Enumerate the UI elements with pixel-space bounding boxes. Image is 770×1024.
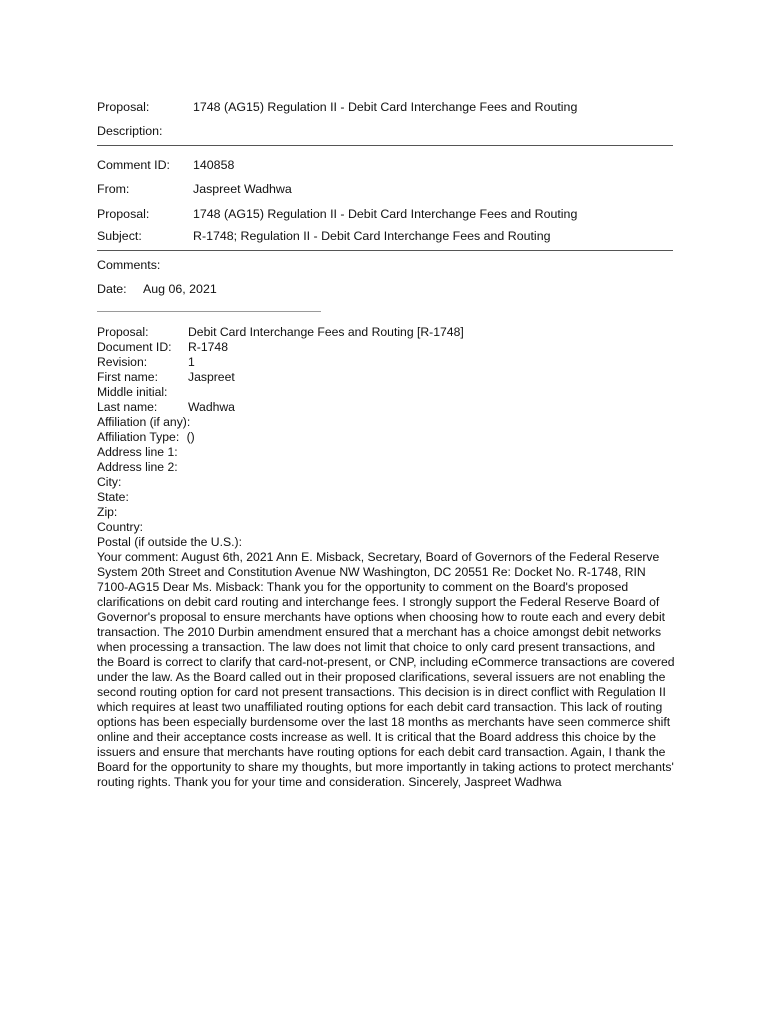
- form-state-label: State:: [97, 490, 129, 504]
- form-revision-row: [97, 355, 677, 370]
- details-proposal-label: Proposal:: [97, 207, 150, 221]
- form-document-id-value: R-1748: [188, 340, 228, 354]
- form-revision-value: 1: [188, 355, 195, 369]
- subject-label: Subject:: [97, 229, 142, 243]
- form-proposal-label: Proposal:: [97, 325, 149, 339]
- comment-form: [97, 325, 677, 790]
- header-proposal-value: 1748 (AG15) Regulation II - Debit Card Interchange Fees and Routing: [193, 100, 578, 114]
- comments-label: Comments:: [97, 258, 161, 272]
- from-value: Jaspreet Wadhwa: [193, 182, 292, 196]
- form-country-row: [97, 520, 677, 535]
- subject-value: R-1748; Regulation II - Debit Card Interchange Fees and Routing: [193, 229, 551, 243]
- header-proposal-label: Proposal:: [97, 100, 150, 114]
- divider-middle: [97, 250, 673, 251]
- form-country-label: Country:: [97, 520, 144, 534]
- form-affiliation-type-value: (): [186, 430, 195, 444]
- date-value: Aug 06, 2021: [143, 282, 217, 296]
- form-address2-label: Address line 2:: [97, 460, 178, 474]
- form-first-name-label: First name:: [97, 370, 158, 384]
- form-affiliation-type-row: [97, 430, 677, 445]
- form-zip-row: [97, 505, 677, 520]
- form-affiliation-row: [97, 415, 677, 430]
- header-description-label: Description:: [97, 124, 163, 138]
- details-proposal-value: 1748 (AG15) Regulation II - Debit Card Interchange Fees and Routing: [193, 207, 578, 221]
- divider-top: [97, 145, 673, 146]
- form-revision-label: Revision:: [97, 355, 148, 369]
- form-postal-label: Postal (if outside the U.S.):: [97, 535, 242, 549]
- form-last-name-label: Last name:: [97, 400, 158, 414]
- date-row: [97, 282, 217, 297]
- form-document-id-row: [97, 340, 677, 355]
- form-affiliation-label: Affiliation (if any):: [97, 415, 191, 429]
- form-zip-label: Zip:: [97, 505, 118, 519]
- form-first-name-row: [97, 370, 677, 385]
- comment-text: August 6th, 2021 Ann E. Misback, Secretary, Board of Governors of the Federal Reserve System 20th Street and Constitution Avenue NW Washington, DC 20551 Re: Docket No. R-1748, RIN 7100-AG15 Dear Ms. Misback: Thank you for the opportunity to comment on the Board's proposed clarifications on debit card routing and interchange fees. I strongly support the Federal Reserve Board of Governor's proposal to ensure merchants have options when choosing how to route each and every debit transaction. The 2010 Durbin amendment ensured that a merchant has a choice amongst debit networks when processing a transaction. The law does not limit that choice to only card present transactions, and the Board is correct to clarify that card-not-present, or CNP, including eCommerce transactions are covered under the law. As the Board called out in their proposed clarifications, several issuers are not enabling the second routing option for card not present transactions. This decision is in direct conflict with Regulation II which requires at least two unaffiliated routing options for each debit card transaction. This lack of routing options has been especially burdensome over the last 18 months as merchants have seen commerce shift online and their acceptance costs increase as well. It is critical that the Board address this choice by the issuers and ensure that merchants have routing options for each debit card transaction. Again, I thank the Board for the opportunity to share my thoughts, but more importantly in taking actions to protect merchants' routing rights. Thank you for your time and consideration. Sincerely, Jaspreet Wadhwa: [97, 550, 675, 789]
- form-city-label: City:: [97, 475, 122, 489]
- form-address2-row: [97, 460, 677, 475]
- comment-id-label: Comment ID:: [97, 158, 170, 172]
- form-middle-initial-label: Middle initial:: [97, 385, 168, 399]
- form-address1-row: [97, 445, 677, 460]
- form-city-row: [97, 475, 677, 490]
- form-last-name-row: [97, 400, 677, 415]
- form-address1-label: Address line 1:: [97, 445, 178, 459]
- form-proposal-value: Debit Card Interchange Fees and Routing [R-1748]: [188, 325, 464, 339]
- comment-body: [97, 550, 675, 790]
- form-first-name-value: Jaspreet: [188, 370, 235, 384]
- form-proposal-row: [97, 325, 677, 340]
- from-label: From:: [97, 182, 130, 196]
- comment-label: Your comment:: [97, 550, 179, 564]
- comment-id-value: 140858: [193, 158, 235, 172]
- form-state-row: [97, 490, 677, 505]
- form-postal-row: [97, 535, 677, 550]
- date-underline: [97, 311, 321, 312]
- form-middle-initial-row: [97, 385, 677, 400]
- form-last-name-value: Wadhwa: [188, 400, 235, 414]
- form-document-id-label: Document ID:: [97, 340, 172, 354]
- date-label: Date:: [97, 282, 127, 296]
- form-affiliation-type-label: Affiliation Type:: [97, 430, 180, 444]
